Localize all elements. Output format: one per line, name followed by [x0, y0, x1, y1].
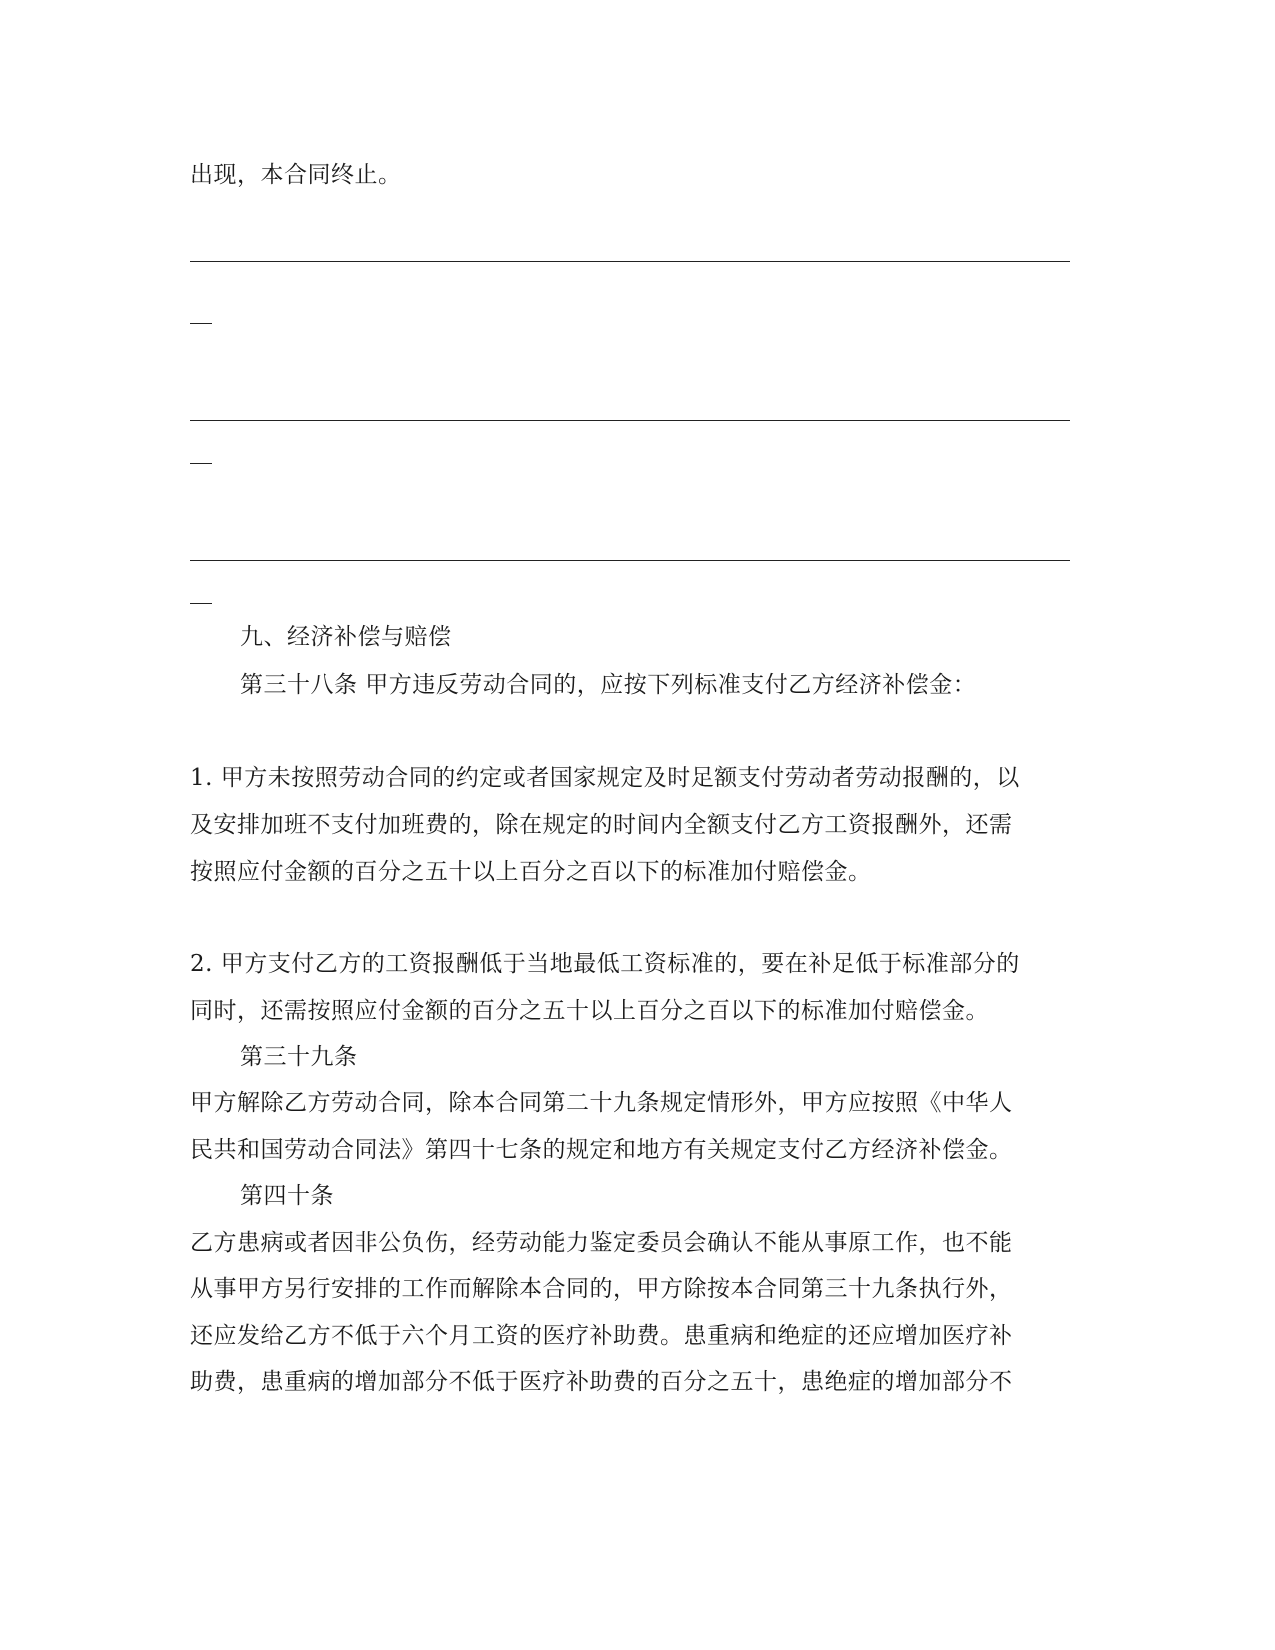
- article-40-line-3: 还应发给乙方不低于六个月工资的医疗补助费。患重病和绝症的还应增加医疗补: [190, 1323, 1013, 1349]
- article-38-item2-line-2: 同时，还需按照应付金额的百分之五十以上百分之百以下的标准加付赔偿金。: [190, 998, 989, 1024]
- article-40-line-1: 乙方患病或者因非公负伤，经劳动能力鉴定委员会确认不能从事原工作，也不能: [190, 1230, 1013, 1256]
- blank-fill-line-3-continuation: [190, 603, 212, 604]
- article-40-line-4: 助费，患重病的增加部分不低于医疗补助费的百分之五十，患绝症的增加部分不: [190, 1369, 1013, 1395]
- opening-line: 出现，本合同终止。: [190, 162, 402, 188]
- article-39-line-2: 民共和国劳动合同法》第四十七条的规定和地方有关规定支付乙方经济补偿金。: [190, 1137, 1013, 1163]
- article-38-item1-line-3: 按照应付金额的百分之五十以上百分之百以下的标准加付赔偿金。: [190, 859, 872, 885]
- article-40-line-2: 从事甲方另行安排的工作而解除本合同的，甲方除按本合同第三十九条执行外，: [190, 1276, 1013, 1302]
- blank-fill-line-2: [190, 420, 1070, 421]
- blank-fill-line-1-continuation: [190, 323, 212, 324]
- article-40-title: 第四十条: [240, 1183, 334, 1209]
- article-38-item1-line-1: 1. 甲方未按照劳动合同的约定或者国家规定及时足额支付劳动者劳动报酬的，以: [190, 765, 1020, 791]
- article-38-item1-line-2: 及安排加班不支付加班费的，除在规定的时间内全额支付乙方工资报酬外，还需: [190, 812, 1013, 838]
- blank-fill-line-2-continuation: [190, 463, 212, 464]
- section-heading: 九、经济补偿与赔偿: [240, 624, 452, 650]
- blank-fill-line-1: [190, 261, 1070, 262]
- blank-fill-line-3: [190, 560, 1070, 561]
- article-39-title: 第三十九条: [240, 1044, 358, 1070]
- article-38-title: 第三十八条 甲方违反劳动合同的，应按下列标准支付乙方经济补偿金：: [240, 672, 977, 698]
- article-39-line-1: 甲方解除乙方劳动合同，除本合同第二十九条规定情形外，甲方应按照《中华人: [190, 1090, 1013, 1116]
- article-38-item2-line-1: 2. 甲方支付乙方的工资报酬低于当地最低工资标准的，要在补足低于标准部分的: [190, 951, 1020, 977]
